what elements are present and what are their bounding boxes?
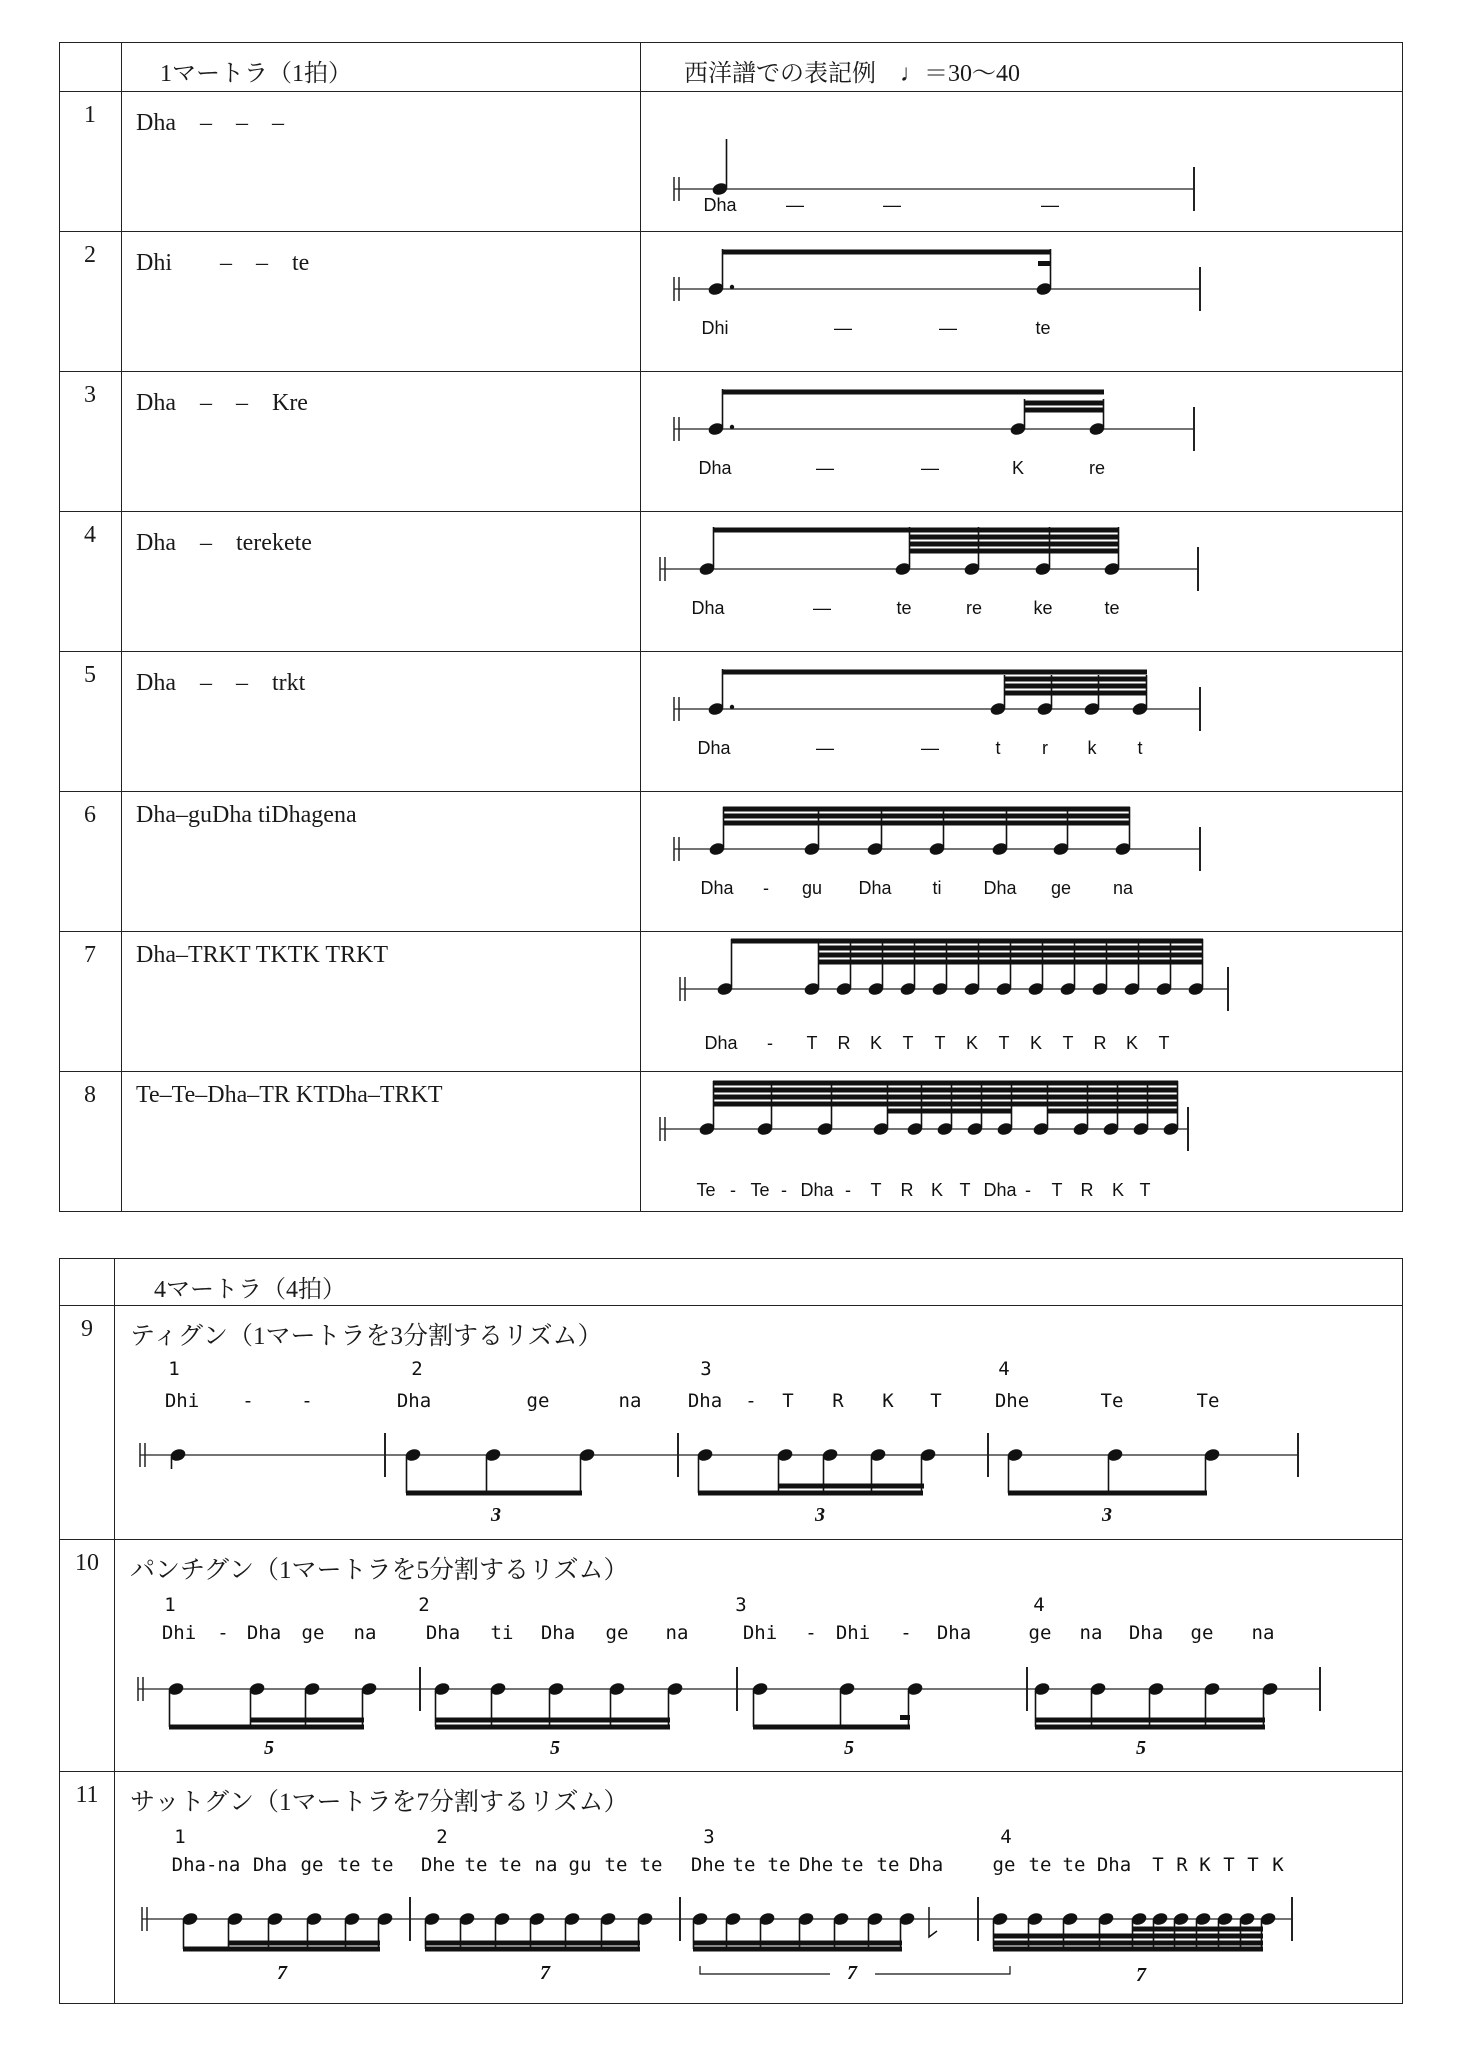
lyric-syllable: ke — [1033, 598, 1053, 618]
row-number: 9 — [81, 1316, 93, 1342]
beam — [1047, 1109, 1178, 1114]
beat-number: 2 — [436, 1826, 448, 1848]
beam — [723, 814, 1130, 819]
lyric-syllable: Dha — [983, 878, 1017, 898]
lyric-syllable: T — [930, 1390, 942, 1412]
lyric-syllable: re — [965, 598, 983, 618]
lyric-syllable: — — [816, 738, 834, 758]
beam — [1038, 261, 1051, 266]
lyric-syllable: na — [1112, 878, 1134, 898]
lyric-syllable: ge — [1050, 878, 1072, 898]
lyric-syllable: Dha — [691, 598, 725, 618]
beam — [1074, 953, 1203, 958]
lyric-syllable: R — [1093, 1033, 1107, 1053]
lyric-syllable: na — [618, 1390, 642, 1412]
lyric-syllable: T — [1223, 1854, 1235, 1876]
lyric-syllable: Te — [1100, 1390, 1124, 1412]
beam — [946, 946, 1075, 951]
lyric-syllable: — — [834, 318, 852, 338]
row-number: 2 — [84, 242, 96, 268]
lyric-syllable: — — [1041, 195, 1059, 215]
lyric-syllable: - — [805, 1622, 817, 1644]
lyric-syllable: ge — [301, 1622, 325, 1644]
header-syllable-column: 1マートラ（1拍） — [160, 61, 352, 87]
beat-number: 1 — [168, 1358, 180, 1380]
lyric-syllable: - — [1025, 1180, 1031, 1200]
lyric-syllable: — — [813, 598, 831, 618]
lyric-syllable: R — [837, 1033, 851, 1053]
lyric-syllable: Dha — [703, 195, 737, 215]
lyric-syllable: K — [882, 1390, 894, 1412]
lyric-syllable: te — [732, 1854, 756, 1876]
lyric-syllable: Dha — [800, 1180, 834, 1200]
rhythm-table-four-matra — [59, 1258, 1403, 2004]
lyric-syllable: Te — [1196, 1390, 1220, 1412]
row-number: 3 — [84, 382, 96, 408]
beam — [818, 960, 947, 965]
beam — [435, 1725, 670, 1730]
lyric-syllable: Dha — [936, 1622, 972, 1644]
lyric-syllable: Dhi — [161, 1622, 197, 1644]
lyric-syllable: Dha — [858, 878, 892, 898]
beam — [1024, 401, 1104, 406]
lyric-syllable: te — [1028, 1854, 1052, 1876]
lyric-syllable: Dha — [252, 1854, 288, 1876]
row-number: 10 — [75, 1550, 99, 1576]
beam — [1004, 677, 1147, 682]
rhythm-title: ティグン（1マートラを3分割するリズム） — [130, 1323, 603, 1350]
tuplet-number: 5 — [844, 1737, 854, 1759]
beam — [693, 1947, 902, 1952]
row-number: 4 — [84, 522, 96, 548]
note-dot — [730, 705, 734, 709]
lyric-syllable: te — [337, 1854, 361, 1876]
lyric-syllable: - — [301, 1390, 313, 1412]
lyric-syllable: R — [1176, 1854, 1188, 1876]
row-number: 11 — [75, 1782, 99, 1808]
lyric-syllable: te — [604, 1854, 628, 1876]
beam — [1132, 1927, 1263, 1932]
lyric-syllable: T — [1051, 1180, 1063, 1200]
syllable-text: Dha – – trkt — [136, 670, 306, 696]
lyric-syllable: Dhe — [690, 1854, 726, 1876]
lyric-syllable: re — [1088, 458, 1106, 478]
lyric-syllable: - — [242, 1390, 254, 1412]
lyric-syllable: T — [1158, 1033, 1170, 1053]
beam — [183, 1947, 380, 1952]
lyric-syllable: Dhi — [164, 1390, 200, 1412]
beat-number: 4 — [998, 1358, 1010, 1380]
lyric-syllable: gu — [801, 878, 823, 898]
beat-number: 3 — [703, 1826, 715, 1848]
lyric-syllable: Dha — [1128, 1622, 1164, 1644]
lyric-syllable: te — [1035, 318, 1051, 338]
lyric-syllable: Dha — [698, 458, 732, 478]
lyric-syllable: T — [782, 1390, 794, 1412]
lyric-syllable: T — [806, 1033, 818, 1053]
lyric-syllable: ge — [1028, 1622, 1052, 1644]
lyric-syllable: ge — [1190, 1622, 1214, 1644]
lyric-syllable: Dhi — [701, 318, 729, 338]
row-number: 8 — [84, 1082, 96, 1108]
header-notation-column: 西洋譜での表記例 ♩＝30～40 — [684, 61, 1020, 87]
tuplet-number: 7 — [277, 1962, 287, 1984]
lyric-syllable: K — [965, 1033, 979, 1053]
lyric-syllable: Te — [696, 1180, 716, 1200]
lyric-syllable: Dha — [425, 1622, 461, 1644]
beam — [731, 939, 1203, 944]
lyric-syllable: Dha — [687, 1390, 723, 1412]
lyric-syllable: T — [870, 1180, 882, 1200]
beat-number: 2 — [418, 1594, 430, 1616]
beam — [1004, 684, 1147, 689]
beam — [1047, 1102, 1178, 1107]
lyric-syllable: K — [1011, 458, 1025, 478]
lyric-syllable: ge — [300, 1854, 324, 1876]
lyric-syllable: - — [763, 878, 769, 898]
notation-area-table2 — [60, 1259, 1404, 2005]
beam — [713, 1088, 1178, 1093]
tuplet-number: 7 — [540, 1962, 550, 1984]
rhythm-title: パンチグン（1マートラを5分割するリズム） — [130, 1557, 629, 1584]
lyric-syllable: K — [1272, 1854, 1284, 1876]
lyric-syllable: Dha — [908, 1854, 944, 1876]
beam — [698, 1491, 923, 1496]
beam — [713, 1095, 1178, 1100]
beam — [406, 1491, 582, 1496]
lyric-syllable: K — [1199, 1854, 1211, 1876]
syllable-text: Dha – – – — [136, 110, 284, 136]
lyric-syllable: Dha — [540, 1622, 576, 1644]
beam — [1004, 691, 1147, 696]
beam — [946, 960, 1075, 965]
lyric-syllable: - — [730, 1180, 736, 1200]
syllable-text: Dha – terekete — [136, 530, 312, 556]
beam — [713, 1081, 1178, 1086]
tuplet-number: 5 — [550, 1737, 560, 1759]
beam — [900, 1715, 910, 1720]
beam — [887, 1102, 1012, 1107]
beat-number: 3 — [700, 1358, 712, 1380]
beam — [993, 1934, 1263, 1939]
beam — [909, 535, 1119, 540]
lyric-syllable: — — [939, 318, 957, 338]
lyric-syllable: te — [896, 598, 912, 618]
beam — [887, 1109, 1012, 1114]
row-number: 7 — [84, 942, 96, 968]
lyric-syllable: Dha — [396, 1390, 432, 1412]
lyric-syllable: Dha — [697, 738, 731, 758]
beam — [250, 1718, 364, 1723]
lyric-syllable: T — [959, 1180, 971, 1200]
syllable-text: Dha – – Kre — [136, 390, 308, 416]
lyric-syllable: na — [353, 1622, 377, 1644]
beam — [946, 953, 1075, 958]
beam — [693, 1941, 902, 1946]
lyric-syllable: K — [930, 1180, 944, 1200]
lyric-syllable: - — [217, 1622, 229, 1644]
lyric-syllable: — — [816, 458, 834, 478]
beam — [993, 1941, 1263, 1946]
lyric-syllable: ge — [526, 1390, 550, 1412]
lyric-syllable: na — [534, 1854, 558, 1876]
lyric-syllable: te — [876, 1854, 900, 1876]
lyric-syllable: — — [921, 738, 939, 758]
beam — [722, 390, 1104, 395]
lyric-syllable: te — [639, 1854, 663, 1876]
lyric-syllable: — — [786, 195, 804, 215]
beam — [425, 1947, 640, 1952]
lyric-syllable: na — [1079, 1622, 1103, 1644]
lyric-syllable: - — [745, 1390, 757, 1412]
lyric-syllable: R — [1080, 1180, 1094, 1200]
header-title: 4マートラ（4拍） — [154, 1277, 346, 1303]
beam — [713, 528, 1119, 533]
lyric-syllable: te — [370, 1854, 394, 1876]
tuplet-number: 5 — [1136, 1737, 1146, 1759]
beam — [753, 1725, 910, 1730]
lyric-syllable: K — [1029, 1033, 1043, 1053]
row-number: 5 — [84, 662, 96, 688]
note-dot — [730, 425, 734, 429]
beam — [1024, 408, 1104, 413]
lyric-syllable: ti — [932, 878, 942, 898]
notation-area-table1 — [60, 43, 1404, 1213]
tuplet-number: 5 — [264, 1737, 274, 1759]
beat-number: 4 — [1000, 1826, 1012, 1848]
beat-number: 4 — [1033, 1594, 1045, 1616]
beam — [723, 807, 1130, 812]
lyric-syllable: te — [840, 1854, 864, 1876]
lyric-syllable: K — [1125, 1033, 1139, 1053]
lyric-syllable: Dha-na — [171, 1854, 241, 1876]
lyric-syllable: T — [902, 1033, 914, 1053]
lyric-syllable: Dhe — [798, 1854, 834, 1876]
lyric-syllable: Dha — [1096, 1854, 1132, 1876]
lyric-syllable: - — [781, 1180, 787, 1200]
lyric-syllable: Dha — [704, 1033, 738, 1053]
lyric-syllable: T — [1247, 1854, 1259, 1876]
beam — [1074, 946, 1203, 951]
lyric-syllable: — — [883, 195, 901, 215]
lyric-syllable: t — [995, 738, 1001, 758]
lyric-syllable: T — [934, 1033, 946, 1053]
lyric-syllable: K — [869, 1033, 883, 1053]
flag — [929, 1907, 937, 1937]
lyric-syllable: Dhi — [742, 1622, 778, 1644]
lyric-syllable: T — [998, 1033, 1010, 1053]
lyric-syllable: te — [1062, 1854, 1086, 1876]
row-number: 6 — [84, 802, 96, 828]
tuplet-number: 3 — [491, 1504, 501, 1526]
lyric-syllable: R — [900, 1180, 914, 1200]
lyric-syllable: K — [1111, 1180, 1125, 1200]
beat-number: 2 — [411, 1358, 423, 1380]
lyric-syllable: ge — [605, 1622, 629, 1644]
rhythm-table-single-matra — [59, 42, 1403, 1212]
lyric-syllable: na — [1251, 1622, 1275, 1644]
beam — [778, 1484, 924, 1489]
lyric-syllable: ge — [992, 1854, 1016, 1876]
lyric-syllable: na — [665, 1622, 689, 1644]
lyric-syllable: Dha — [700, 878, 734, 898]
beam — [909, 549, 1119, 554]
lyric-syllable: Dhi — [835, 1622, 871, 1644]
syllable-text: Te–Te–Dha–TR KTDha–TRKT — [136, 1082, 443, 1108]
beam — [993, 1947, 1263, 1952]
beam — [1074, 960, 1203, 965]
lyric-syllable: - — [767, 1033, 773, 1053]
lyric-syllable: Dhe — [994, 1390, 1030, 1412]
note-dot — [730, 285, 734, 289]
tuplet-number: 3 — [815, 1504, 825, 1526]
beam — [909, 542, 1119, 547]
tuplet-number: 3 — [1102, 1504, 1112, 1526]
lyric-syllable: - — [900, 1622, 912, 1644]
lyric-syllable: Te — [750, 1180, 770, 1200]
syllable-text: Dhi – – te — [136, 250, 310, 276]
beam — [818, 946, 947, 951]
lyric-syllable: Dha — [983, 1180, 1017, 1200]
rhythm-title: サットグン（1マートラを7分割するリズム） — [130, 1789, 629, 1816]
beam — [1008, 1491, 1207, 1496]
lyric-syllable: - — [845, 1180, 851, 1200]
syllable-text: Dha–guDha tiDhagena — [136, 802, 357, 828]
lyric-syllable: T — [1152, 1854, 1164, 1876]
beam — [1035, 1725, 1265, 1730]
lyric-syllable: te — [498, 1854, 522, 1876]
beat-number: 1 — [164, 1594, 176, 1616]
lyric-syllable: te — [767, 1854, 791, 1876]
beam — [723, 821, 1130, 826]
lyric-syllable: — — [921, 458, 939, 478]
lyric-syllable: r — [1042, 738, 1048, 758]
lyric-syllable: T — [1139, 1180, 1151, 1200]
row-number: 1 — [84, 102, 96, 128]
beat-number: 1 — [174, 1826, 186, 1848]
lyric-syllable: ti — [490, 1622, 514, 1644]
beam — [722, 250, 1051, 255]
beam — [818, 953, 947, 958]
lyric-syllable: Dhe — [420, 1854, 456, 1876]
beam — [435, 1718, 670, 1723]
tuplet-number: 7 — [847, 1962, 857, 1984]
lyric-syllable: R — [832, 1390, 844, 1412]
beam — [722, 670, 1147, 675]
lyric-syllable: k — [1087, 738, 1097, 758]
beam — [169, 1725, 364, 1730]
lyric-syllable: te — [1104, 598, 1120, 618]
beat-number: 3 — [735, 1594, 747, 1616]
beam — [1035, 1718, 1265, 1723]
beam — [425, 1941, 640, 1946]
beam — [228, 1941, 380, 1946]
lyric-syllable: gu — [568, 1854, 592, 1876]
syllable-text: Dha–TRKT TKTK TRKT — [136, 942, 388, 968]
lyric-syllable: t — [1137, 738, 1143, 758]
lyric-syllable: te — [464, 1854, 488, 1876]
lyric-syllable: T — [1062, 1033, 1074, 1053]
tuplet-number: 7 — [1136, 1964, 1146, 1986]
lyric-syllable: Dha — [246, 1622, 282, 1644]
